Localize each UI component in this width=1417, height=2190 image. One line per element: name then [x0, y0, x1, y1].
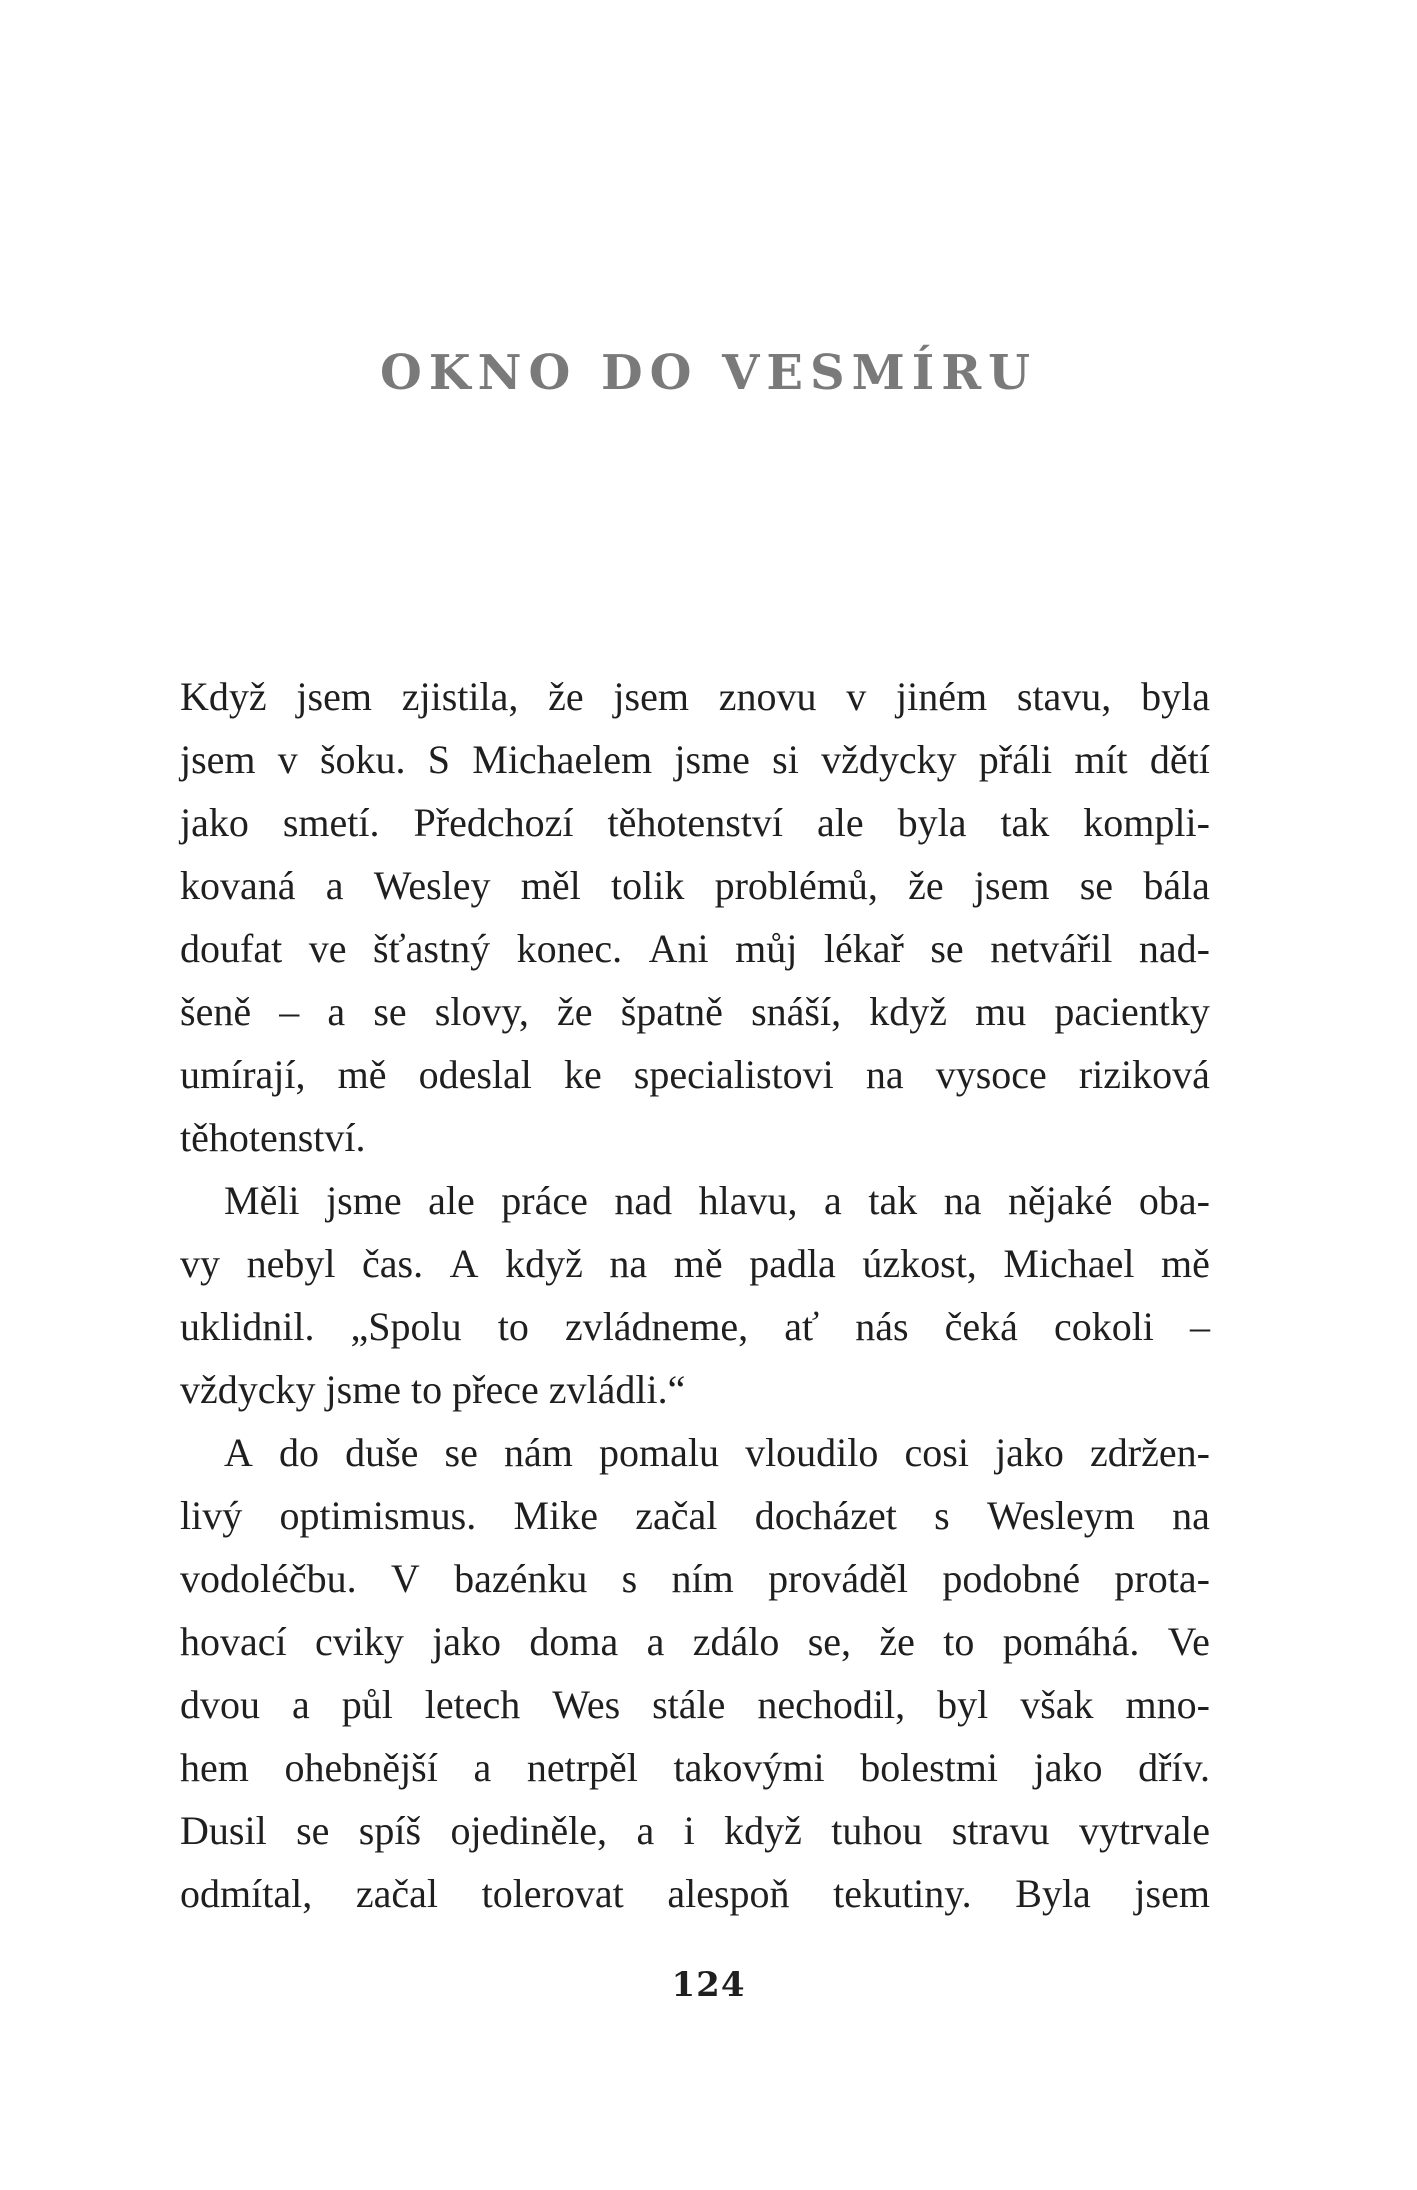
text-line: odmítal, začal tolerovat alespoň tekutiny. Byla jsem: [180, 1871, 1210, 1916]
text-line: Když jsem zjistila, že jsem znovu v jiném stavu, byla: [180, 674, 1210, 719]
text-line: uklidnil. „Spolu to zvládneme, ať nás čeká cokoli –: [180, 1304, 1210, 1349]
chapter-title: OKNO DO VESMÍRU: [380, 345, 1037, 401]
text-line: kovaná a Wesley měl tolik problémů, že jsem se bála: [180, 863, 1210, 908]
text-line: hovací cviky jako doma a zdálo se, že to pomáhá. Ve: [180, 1619, 1210, 1664]
text-line: hem ohebnější a netrpěl takovými bolestmi jako dřív.: [180, 1745, 1210, 1790]
text-line: jsem v šoku. S Michaelem jsme si vždycky přáli mít dětí: [180, 737, 1210, 782]
text-line: dvou a půl letech Wes stále nechodil, byl však mno-: [180, 1682, 1210, 1727]
text-line: vodoléčbu. V bazénku s ním prováděl podobné prota-: [180, 1556, 1210, 1601]
text-line: Dusil se spíš ojediněle, a i když tuhou stravu vytrvale: [180, 1808, 1210, 1853]
text-line: A do duše se nám pomalu vloudilo cosi jako zdržen-: [224, 1430, 1210, 1475]
text-line: vy nebyl čas. A když na mě padla úzkost, Michael mě: [180, 1241, 1210, 1286]
text-line: umírají, mě odeslal ke specialistovi na vysoce riziková: [180, 1052, 1210, 1097]
text-line: doufat ve šťastný konec. Ani můj lékař se netvářil nad-: [180, 926, 1210, 971]
page-number: 124: [671, 1965, 746, 2005]
text-line: Měli jsme ale práce nad hlavu, a tak na nějaké oba-: [224, 1178, 1210, 1223]
text-line: jako smetí. Předchozí těhotenství ale byla tak kompli-: [180, 800, 1210, 845]
text-line: těhotenství.: [180, 1115, 366, 1160]
text-line: vždycky jsme to přece zvládli.“: [180, 1367, 686, 1412]
text-line: šeně – a se slovy, že špatně snáší, když mu pacientky: [180, 989, 1210, 1034]
text-line: livý optimismus. Mike začal docházet s Wesleym na: [180, 1493, 1210, 1538]
body-text: [180, 665, 1210, 1925]
